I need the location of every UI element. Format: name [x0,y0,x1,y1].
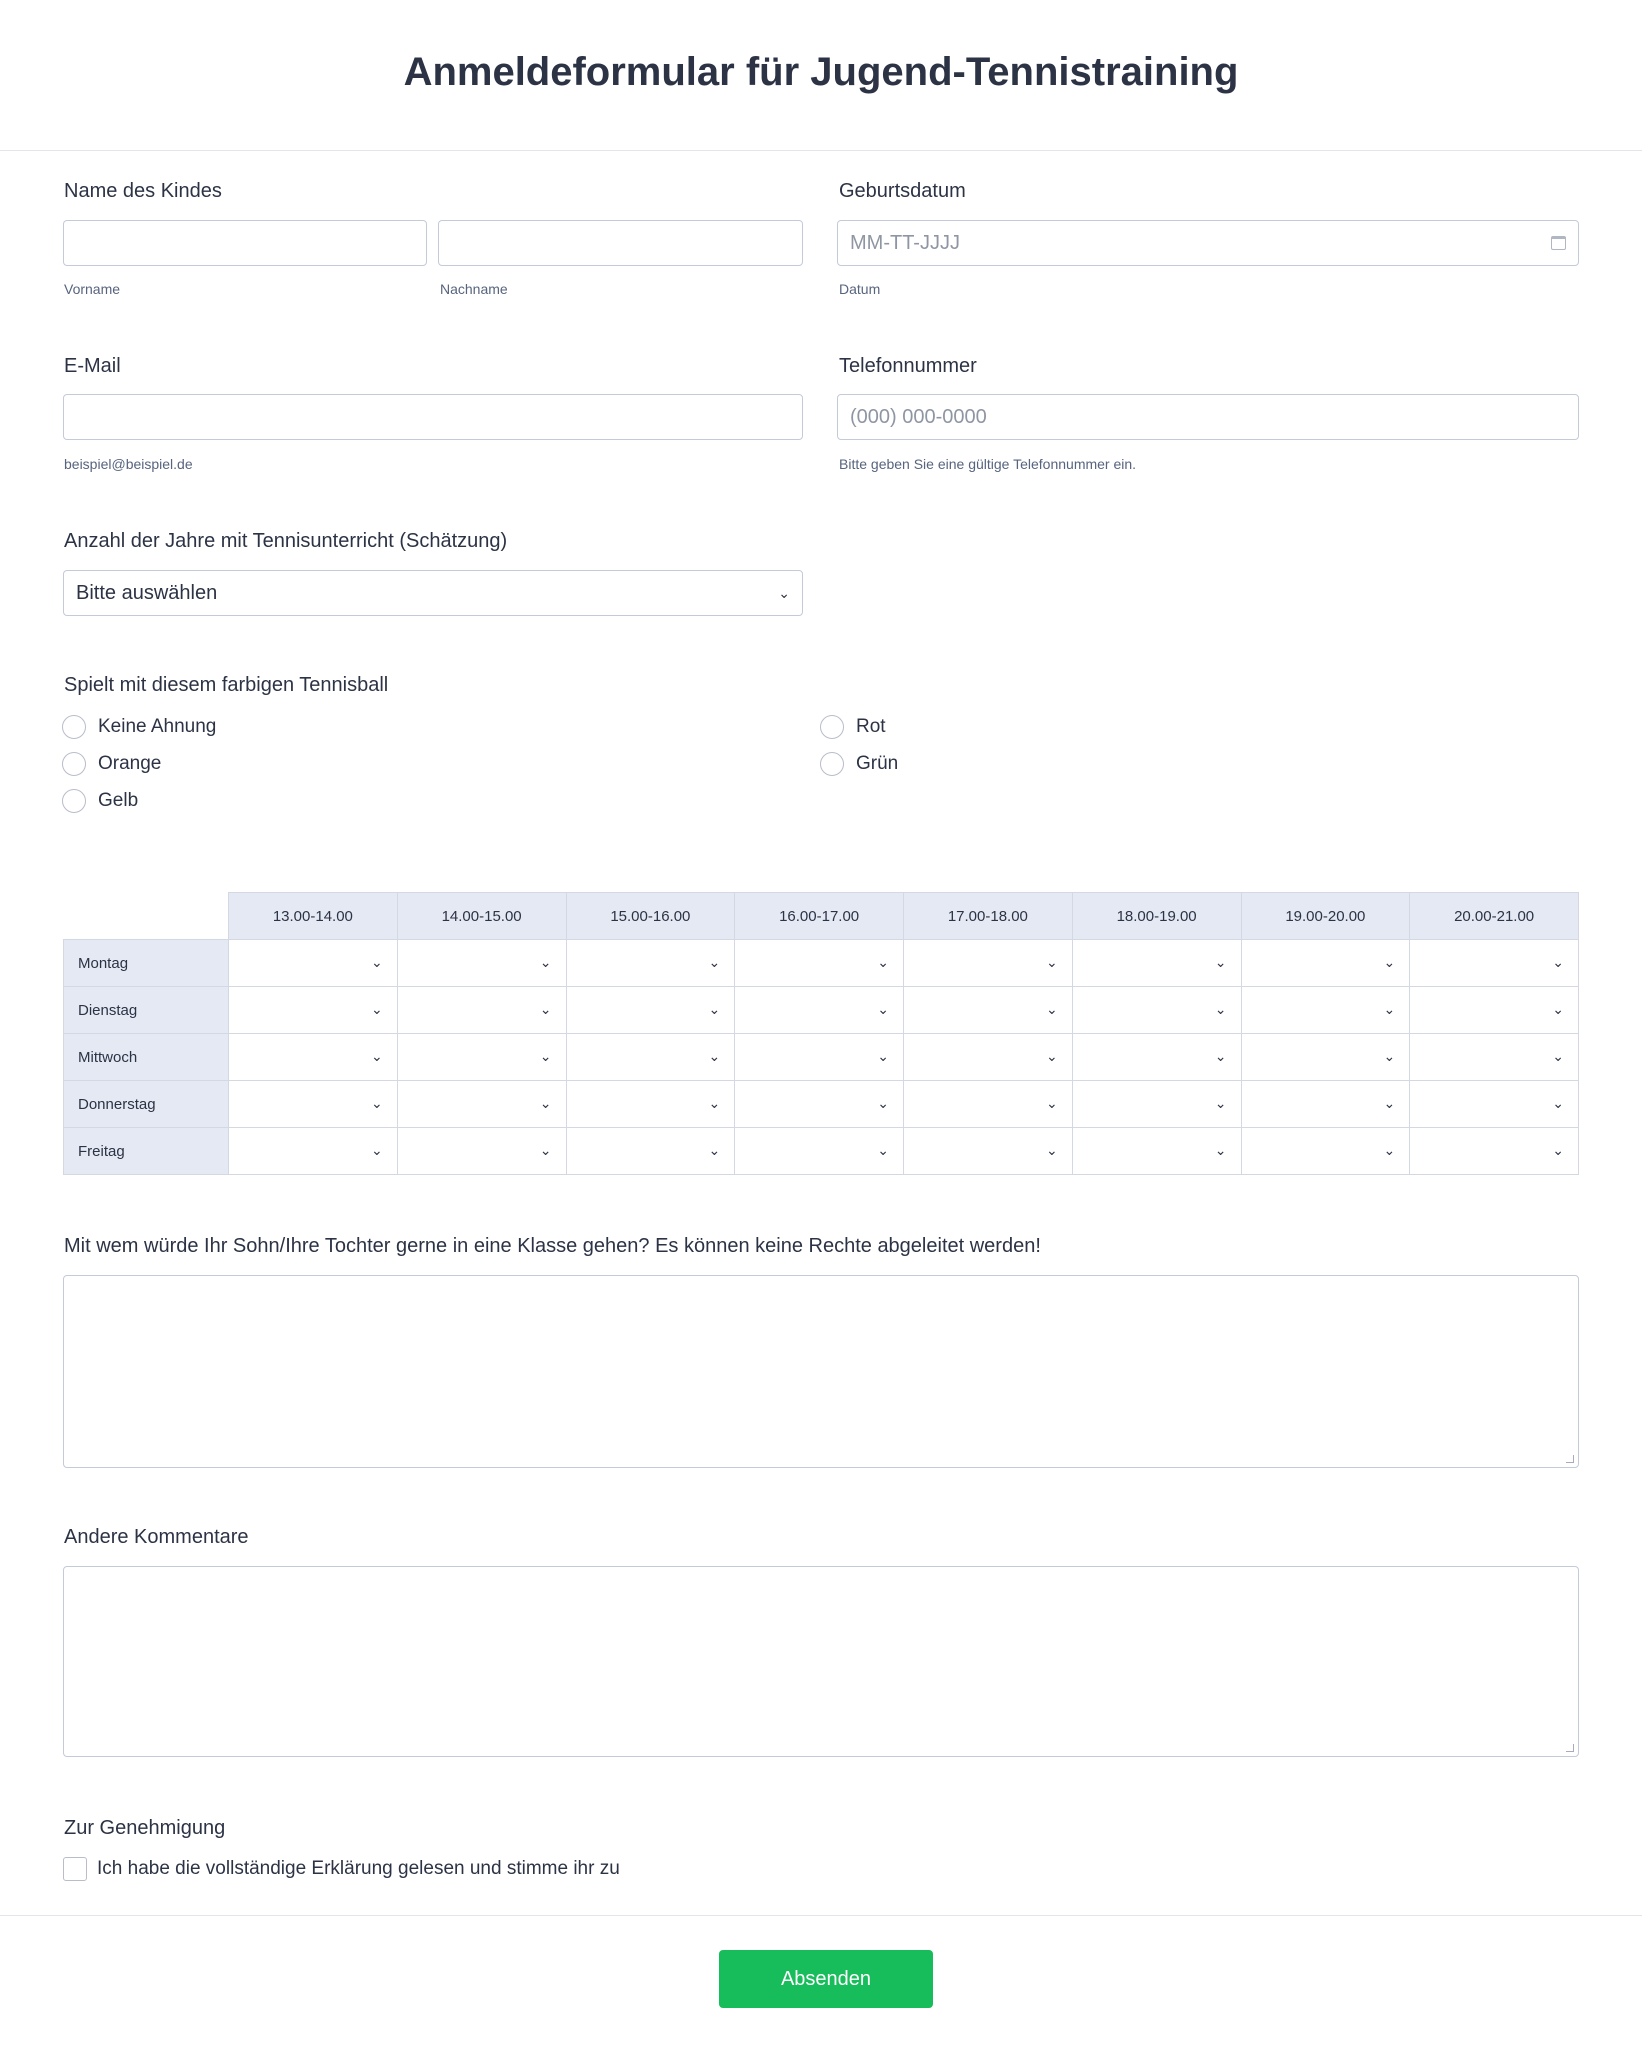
matrix-dropdown[interactable] [1241,987,1410,1034]
ball-label: Spielt mit diesem farbigen Tennisball [64,674,389,696]
chevron-down-icon: ⌄ [1552,954,1564,970]
matrix-column-header: 15.00-16.00 [566,893,735,940]
chevron-down-icon: ⌄ [1383,1142,1396,1158]
matrix-dropdown[interactable] [566,987,735,1034]
radio-label: Gelb [98,790,139,811]
last-name-sublabel: Nachname [440,281,508,297]
chevron-down-icon: ⌄ [1383,1048,1396,1064]
matrix-column-header: 20.00-21.00 [1410,893,1579,940]
matrix-column-header: 14.00-15.00 [397,893,566,940]
matrix-dropdown[interactable] [229,1128,398,1175]
chevron-down-icon: ⌄ [371,1095,383,1111]
chevron-down-icon: ⌄ [1214,1142,1227,1158]
radio-option[interactable] [62,715,216,739]
resize-handle[interactable] [1566,1455,1574,1463]
radio-button[interactable] [820,752,844,776]
chevron-down-icon: ⌄ [1383,1001,1396,1017]
child-name-label: Name des Kindes [64,180,222,202]
matrix-dropdown[interactable] [397,1034,566,1081]
radio-button[interactable] [820,715,844,739]
years-select[interactable] [63,570,803,616]
matrix-row-label: Freitag [64,1128,229,1175]
chevron-down-icon: ⌄ [371,1142,383,1158]
email-input[interactable] [63,394,803,440]
matrix-dropdown[interactable] [229,1081,398,1128]
calendar-icon[interactable] [1551,236,1566,250]
chevron-down-icon: ⌄ [1552,1142,1564,1158]
radio-option[interactable] [820,715,886,739]
radio-button[interactable] [62,789,86,813]
chevron-down-icon: ⌄ [877,1142,889,1158]
email-label: E-Mail [64,355,121,377]
matrix-row-label: Montag [64,940,229,987]
schedule-matrix [63,892,1579,1175]
matrix-row [64,940,1579,987]
years-label: Anzahl der Jahre mit Tennisunterricht (Schätzung) [64,530,508,552]
chevron-down-icon: ⌄ [539,1142,552,1158]
matrix-dropdown[interactable] [904,1081,1073,1128]
chevron-down-icon: ⌄ [371,954,383,970]
matrix-dropdown[interactable] [229,940,398,987]
radio-button[interactable] [62,715,86,739]
matrix-row-label: Donnerstag [64,1081,229,1128]
matrix-dropdown[interactable] [735,940,904,987]
email-sublabel: beispiel@beispiel.de [64,456,193,472]
matrix-dropdown[interactable] [1241,940,1410,987]
matrix-dropdown[interactable] [904,987,1073,1034]
matrix-row [64,987,1579,1034]
last-name-input[interactable] [438,220,803,266]
submit-button[interactable]: Absenden [719,1950,933,2008]
chevron-down-icon: ⌄ [1214,954,1227,970]
matrix-dropdown[interactable] [229,987,398,1034]
matrix-dropdown[interactable] [1410,1081,1579,1128]
classmates-label: Mit wem würde Ihr Sohn/Ihre Tochter gerne in eine Klasse gehen? Es können keine Rechte abgeleitet werden! [64,1235,1041,1257]
matrix-column-header: 18.00-19.00 [1072,893,1241,940]
approval-label: Zur Genehmigung [64,1817,226,1839]
matrix-dropdown[interactable] [566,1128,735,1175]
matrix-dropdown[interactable] [397,987,566,1034]
matrix-dropdown[interactable] [1072,940,1241,987]
radio-button[interactable] [62,752,86,776]
phone-label: Telefonnummer [839,355,977,377]
matrix-dropdown[interactable] [735,1128,904,1175]
chevron-down-icon: ⌄ [1046,1001,1058,1017]
matrix-dropdown[interactable] [904,1034,1073,1081]
chevron-down-icon: ⌄ [1214,1048,1227,1064]
footer-divider [0,1915,1642,1916]
chevron-down-icon: ⌄ [708,1142,721,1158]
first-name-sublabel: Vorname [64,281,121,297]
matrix-dropdown[interactable] [566,1034,735,1081]
radio-option[interactable] [62,789,138,813]
chevron-down-icon: ⌄ [708,954,721,970]
radio-label: Rot [856,716,886,737]
header-divider [0,150,1642,151]
radio-option[interactable] [820,752,898,776]
chevron-down-icon: ⌄ [1383,954,1396,970]
chevron-down-icon: ⌄ [708,1001,721,1017]
page-title: Anmeldeformular für Jugend-Tennistraining [403,50,1239,94]
matrix-dropdown[interactable] [1410,987,1579,1034]
chevron-down-icon: ⌄ [539,1048,552,1064]
matrix-dropdown[interactable] [397,1128,566,1175]
birthdate-label: Geburtsdatum [839,180,966,202]
chevron-down-icon: ⌄ [539,1095,552,1111]
chevron-down-icon: ⌄ [1046,1142,1058,1158]
matrix-dropdown[interactable] [1072,987,1241,1034]
chevron-down-icon: ⌄ [877,954,889,970]
matrix-dropdown[interactable] [735,987,904,1034]
matrix-dropdown[interactable] [1241,1128,1410,1175]
matrix-dropdown[interactable] [904,1128,1073,1175]
chevron-down-icon: ⌄ [371,1001,383,1017]
resize-handle[interactable] [1566,1744,1574,1752]
phone-placeholder: (000) 000-0000 [850,405,987,428]
matrix-row [64,1081,1579,1128]
chevron-down-icon: ⌄ [708,1095,721,1111]
matrix-row-label: Dienstag [64,987,229,1034]
matrix-dropdown[interactable] [1410,1128,1579,1175]
matrix-dropdown[interactable] [229,1034,398,1081]
approval-checkbox[interactable] [63,1857,87,1881]
matrix-column-header: 17.00-18.00 [904,893,1073,940]
matrix-dropdown[interactable] [735,1081,904,1128]
chevron-down-icon: ⌄ [778,584,790,601]
matrix-dropdown[interactable] [1241,1081,1410,1128]
matrix-column-header: 13.00-14.00 [229,893,398,940]
matrix-dropdown[interactable] [397,1081,566,1128]
matrix-row [64,1128,1579,1175]
phone-sublabel: Bitte geben Sie eine gültige Telefonnummer ein. [839,456,1137,472]
matrix-dropdown[interactable] [1072,1081,1241,1128]
matrix-dropdown[interactable] [1410,1034,1579,1081]
birthdate-sublabel: Datum [839,281,881,297]
radio-option[interactable] [62,752,161,776]
matrix-dropdown[interactable] [397,940,566,987]
chevron-down-icon: ⌄ [708,1048,721,1064]
matrix-dropdown[interactable] [1241,1034,1410,1081]
matrix-dropdown[interactable] [904,940,1073,987]
comments-textarea[interactable] [63,1566,1579,1757]
radio-label: Grün [856,753,899,774]
matrix-column-header: 16.00-17.00 [735,893,904,940]
matrix-row [64,1034,1579,1081]
matrix-dropdown[interactable] [566,1081,735,1128]
chevron-down-icon: ⌄ [1552,1048,1564,1064]
chevron-down-icon: ⌄ [1046,1048,1058,1064]
years-value: Bitte auswählen [76,581,218,604]
chevron-down-icon: ⌄ [1552,1095,1564,1111]
chevron-down-icon: ⌄ [1383,1095,1396,1111]
radio-label: Orange [98,753,162,774]
chevron-down-icon: ⌄ [877,1001,889,1017]
matrix-column-header: 19.00-20.00 [1241,893,1410,940]
chevron-down-icon: ⌄ [877,1095,889,1111]
birthdate-input[interactable] [837,220,1579,266]
chevron-down-icon: ⌄ [1214,1001,1227,1017]
chevron-down-icon: ⌄ [1214,1095,1227,1111]
matrix-dropdown[interactable] [735,1034,904,1081]
comments-label: Andere Kommentare [64,1526,249,1548]
matrix-dropdown[interactable] [1072,1034,1241,1081]
chevron-down-icon: ⌄ [1552,1001,1564,1017]
chevron-down-icon: ⌄ [877,1048,889,1064]
matrix-dropdown[interactable] [1410,940,1579,987]
approval-checkbox-label[interactable]: Ich habe die vollständige Erklärung gelesen und stimme ihr zu [97,1858,620,1879]
matrix-row-label: Mittwoch [64,1034,229,1081]
chevron-down-icon: ⌄ [1046,954,1058,970]
radio-label: Keine Ahnung [98,716,217,737]
matrix-dropdown[interactable] [1072,1128,1241,1175]
chevron-down-icon: ⌄ [539,954,552,970]
birthdate-placeholder: MM-TT-JJJJ [850,231,960,254]
chevron-down-icon: ⌄ [1046,1095,1058,1111]
chevron-down-icon: ⌄ [539,1001,552,1017]
phone-input[interactable] [837,394,1579,440]
first-name-input[interactable] [63,220,427,266]
classmates-textarea[interactable] [63,1275,1579,1468]
matrix-dropdown[interactable] [566,940,735,987]
matrix-corner [64,893,229,940]
chevron-down-icon: ⌄ [371,1048,383,1064]
